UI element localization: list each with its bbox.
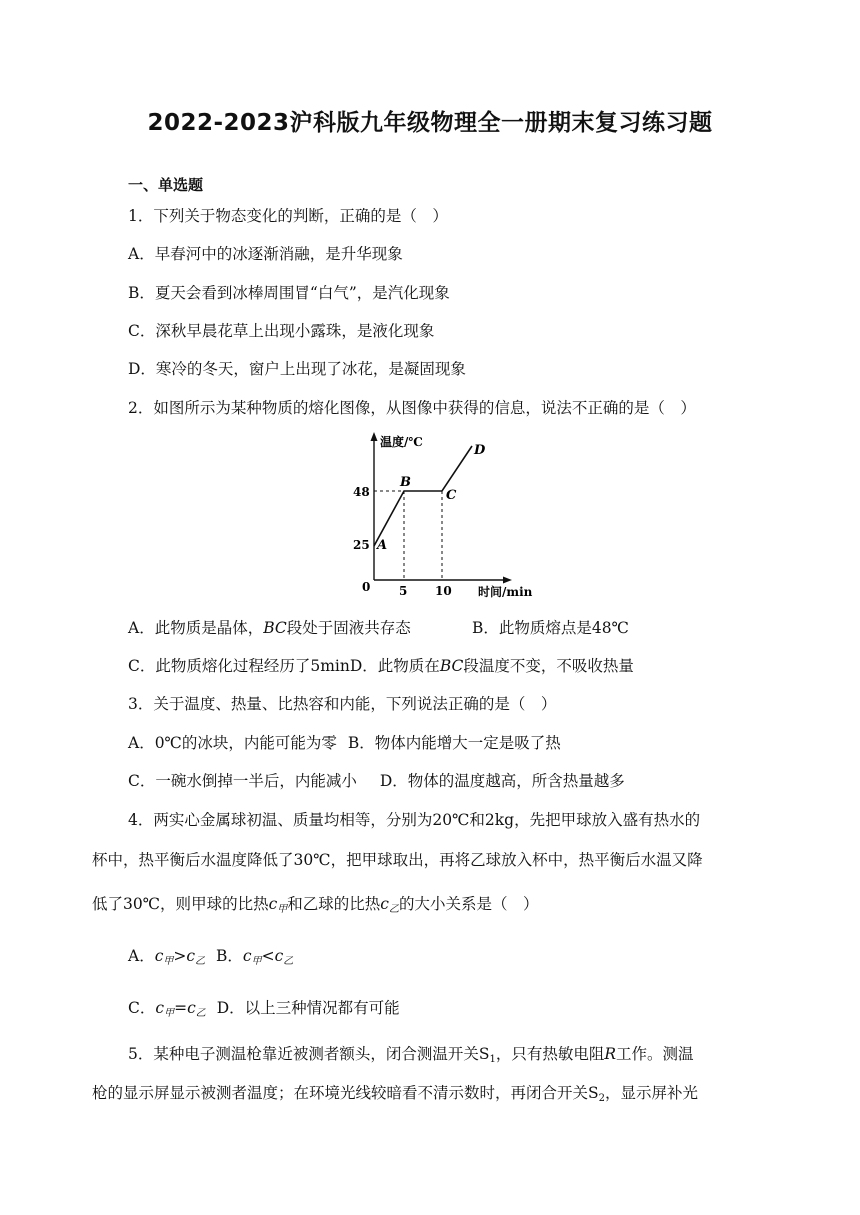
question-4-line-2: 杯中，热平衡后水温度降低了30℃，把甲球取出，再将乙球放入杯中，热平衡后水温又降 <box>92 851 703 869</box>
q5-sub-s1: 1 <box>489 1054 496 1065</box>
q4-b-c2: c <box>274 947 284 965</box>
q4-c-sub1: 甲 <box>164 1008 175 1019</box>
q4-a-c1: c <box>154 947 164 965</box>
question-2-option-d-pre: D．此物质在 <box>349 657 440 675</box>
question-3-option-d: D．物体的温度越高，所含热量越多 <box>379 772 625 790</box>
question-2-option-c: C．此物质熔化过程经历了5min <box>128 657 350 675</box>
q4-option-d: D．以上三种情况都有可能 <box>216 999 400 1017</box>
question-3-option-a: A．0℃的冰块，内能可能为零 <box>128 734 337 752</box>
question-2-stem: 2．如图所示为某种物质的熔化图像，从图像中获得的信息，说法不正确的是（ ） <box>128 399 696 417</box>
q4-c-jia: c <box>268 895 278 913</box>
q4-c-sub2: 乙 <box>195 1008 206 1019</box>
graph-xlabel: 时间/min <box>478 585 533 599</box>
q5-text-b: ，只有热敏电阻 <box>495 1045 605 1063</box>
section-heading: 一、单选题 <box>128 176 204 194</box>
melting-curve <box>374 446 472 546</box>
q4-b-c1: c <box>242 947 252 965</box>
question-5-line-1 <box>128 1044 694 1070</box>
q4-a-op: > <box>173 947 187 965</box>
q5-text-c: 工作。测温 <box>616 1045 694 1063</box>
y-axis-arrow <box>371 432 378 441</box>
graph-xtick-10: 10 <box>435 584 452 598</box>
question-1-option-a: A．早春河中的冰逐渐消融，是升华现象 <box>128 245 403 263</box>
q4-c-pre: C． <box>128 999 156 1017</box>
q4-a-pre: A． <box>128 947 155 965</box>
question-3-option-b: B．物体内能增大一定是吸了热 <box>347 734 561 752</box>
q4-sub-jia: 甲 <box>277 904 288 915</box>
question-4-options-ab <box>128 946 293 972</box>
question-4-options-cd <box>128 998 400 1024</box>
question-1-option-b: B．夏天会看到冰棒周围冒“白气”，是汽化现象 <box>128 284 450 302</box>
q5-text-e: ，显示屏补光 <box>605 1084 699 1102</box>
graph-point-d: D <box>474 443 486 458</box>
q4-b-op: < <box>261 947 275 965</box>
question-1-option-d: D．寒冷的冬天，窗户上出现了冰花，是凝固现象 <box>128 360 466 378</box>
question-5-line-2 <box>92 1083 698 1109</box>
question-3-stem: 3．关于温度、热量、比热容和内能，下列说法正确的是（ ） <box>128 695 557 713</box>
graph-origin: 0 <box>362 580 371 594</box>
q5-text-a: 5．某种电子测温枪靠近被测者额头，闭合测温开关S <box>128 1045 490 1063</box>
question-2-option-d-post: 段温度不变，不吸收热量 <box>463 657 634 675</box>
q5-text-d: 枪的显示屏显示被测者温度；在环境光线较暗看不清示数时，再闭合开关S <box>92 1084 599 1102</box>
q4-a-c2: c <box>186 947 196 965</box>
q4-c-yi: c <box>380 895 389 913</box>
graph-point-c: C <box>446 488 457 503</box>
question-2-options-cd <box>128 656 634 676</box>
q4-c-c1: c <box>155 999 165 1017</box>
melting-graph <box>336 428 533 606</box>
q4-a-sub1: 甲 <box>163 956 174 967</box>
page-title: 2022-2023沪科版九年级物理全一册期末复习练习题 <box>147 110 713 136</box>
q4-c-c2: c <box>187 999 196 1017</box>
q4-text-c: 的大小关系是（ ） <box>398 895 539 913</box>
graph-xtick-5: 5 <box>399 584 408 598</box>
question-1-stem: 1．下列关于物态变化的判断，正确的是（ ） <box>128 207 448 225</box>
question-4-line-1: 4．两实心金属球初温、质量均相等，分别为20℃和2kg，先把甲球放入盛有热水的 <box>128 811 701 829</box>
question-3-options-ab <box>128 733 561 753</box>
q5-sub-s2: 2 <box>598 1093 605 1104</box>
q4-b-sub2: 乙 <box>283 956 294 967</box>
question-4-line-3 <box>92 894 538 920</box>
q4-a-sub2: 乙 <box>195 956 206 967</box>
question-2-option-b: B．此物质熔点是48℃ <box>472 619 629 637</box>
q4-sub-yi: 乙 <box>388 904 399 915</box>
question-2-options-ab <box>128 618 629 638</box>
q4-text-b: 和乙球的比热 <box>287 895 381 913</box>
graph-ytick-25: 25 <box>353 538 370 552</box>
question-2-option-d-bc: BC <box>439 657 464 675</box>
q4-text-a: 低了30℃，则甲球的比热 <box>92 895 269 913</box>
question-3-options-cd <box>128 771 625 791</box>
x-axis-arrow <box>503 577 512 584</box>
graph-point-a: A <box>377 538 388 553</box>
graph-ytick-48: 48 <box>353 485 370 499</box>
q4-c-op: = <box>174 999 188 1017</box>
q4-b-sub1: 甲 <box>251 956 262 967</box>
q4-b-pre: B． <box>216 947 243 965</box>
graph-point-b: B <box>400 475 411 490</box>
question-2-option-a-bc: BC <box>263 619 287 637</box>
question-1-option-c: C．深秋早晨花草上出现小露珠，是液化现象 <box>128 322 435 340</box>
question-2-option-a-post: 段处于固液共存态 <box>286 619 411 637</box>
q5-r: R <box>604 1045 617 1063</box>
question-2-option-a-pre: A．此物质是晶体， <box>128 619 264 637</box>
question-3-option-c: C．一碗水倒掉一半后，内能减小 <box>128 772 357 790</box>
graph-ylabel: 温度/℃ <box>380 435 423 449</box>
